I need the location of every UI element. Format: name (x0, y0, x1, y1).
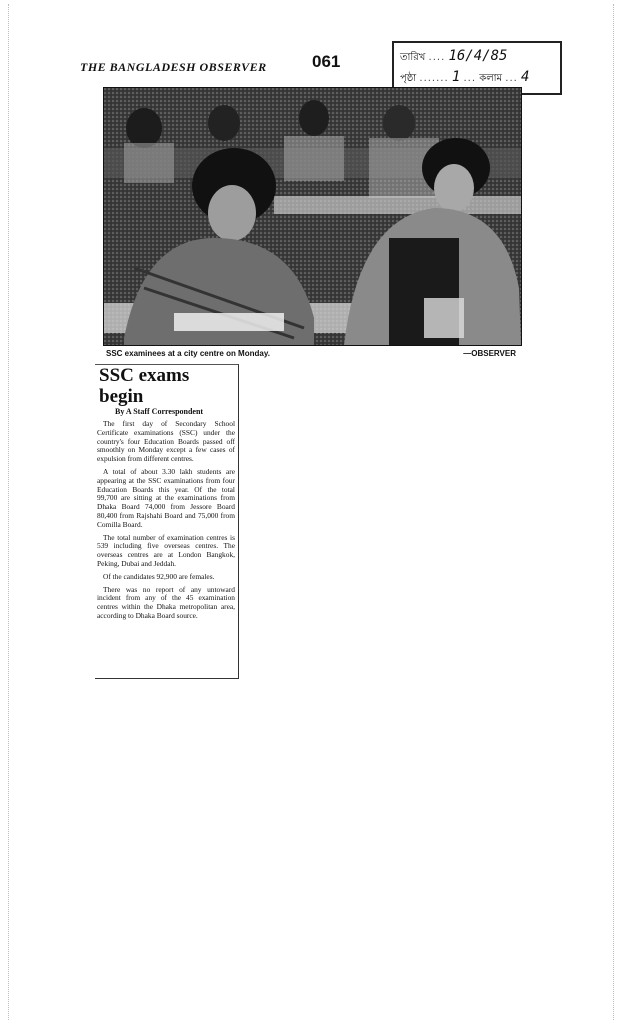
stamp-column-value: 4 (521, 69, 530, 85)
stamp-date-row: তারিখ .... 16/4/85 (400, 48, 508, 64)
stamp-column-label: কলাম (479, 73, 503, 84)
headline-line-2: begin (99, 386, 144, 407)
article-headline (99, 365, 233, 407)
article-paragraph: There was no report of any untoward incident from any of the 45 examination centres within the Dhaka metropolitan area, according to Dhaka Board source. (97, 584, 235, 620)
article-body (97, 420, 235, 625)
stamp-page-label: পৃষ্ঠা (400, 73, 417, 84)
article-paragraph: The total number of examination centres is 539 including five overseas centres. The overseas centres are at London Bangkok, Peking, Dubai and Jeddah. (97, 532, 235, 568)
headline-line-1: SSC exams (99, 365, 190, 386)
caption-text: SSC examinees at a city centre on Monday. (106, 349, 270, 358)
newspaper-masthead: THE BANGLADESH OBSERVER (80, 60, 267, 74)
article-paragraph: A total of about 3.30 lakh students are appearing at the SSC examinations from four Education Boards this year. Of the total 99,700 are sitting at the examinations from Dhaka Board 74,000 from Jessore Board 80,400 from Rajshahi Board and 75,000 from Comilla Board. (97, 466, 235, 529)
stamp-date-label: তারিখ (400, 52, 426, 63)
clip-number: 061 (312, 52, 341, 71)
stamp-date-value: 16/4/85 (448, 48, 508, 64)
caption-credit: —OBSERVER (463, 349, 516, 358)
stamp-page-row: পৃষ্ঠা ....... 1 ... কলাম ... 4 (400, 69, 530, 85)
article-paragraph: The first day of Secondary School Certificate examinations (SSC) under the country's four Education Boards passed off smoothly on Monday except a few cases of expulsion from different centres. (97, 419, 235, 464)
article (95, 364, 239, 679)
article-paragraph: Of the candidates 92,900 are females. (103, 571, 215, 581)
exam-hall-photo (103, 87, 522, 346)
stamp-page-value: 1 (451, 69, 461, 85)
exam-hall-photo-drawing (104, 88, 521, 345)
photo-caption (100, 347, 520, 361)
article-byline: By A Staff Correspondent (115, 407, 204, 416)
